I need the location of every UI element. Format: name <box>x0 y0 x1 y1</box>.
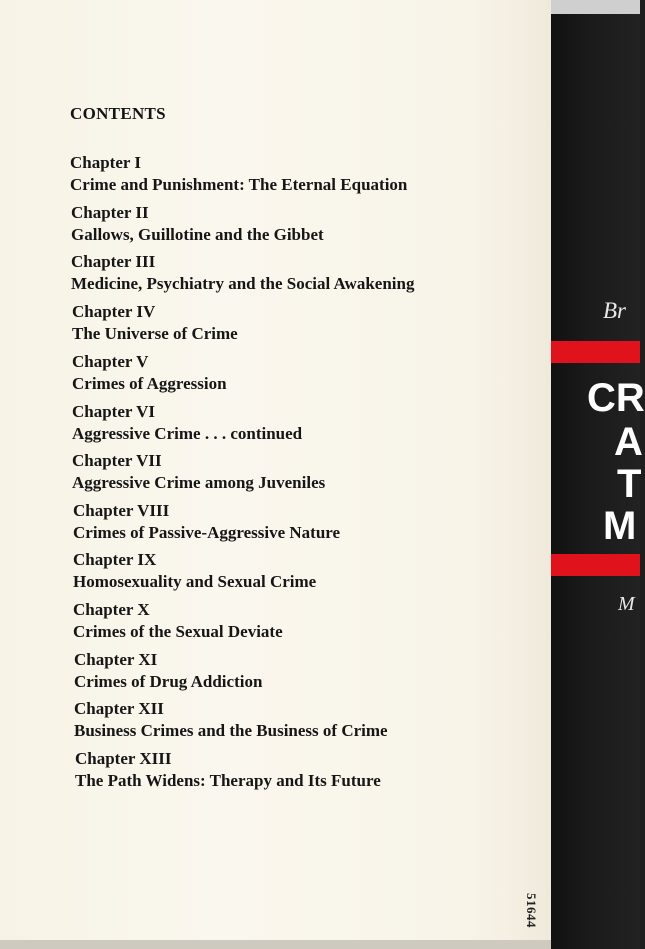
chapter-number: Chapter V <box>72 352 149 371</box>
chapter-title: Business Crimes and the Business of Crime <box>74 721 388 740</box>
contents-heading: CONTENTS <box>70 104 166 123</box>
chapter-title: Aggressive Crime . . . continued <box>72 424 303 443</box>
chapter-title: Homosexuality and Sexual Crime <box>73 572 317 591</box>
catalog-number: 51644 <box>524 893 539 928</box>
chapter-number: Chapter II <box>71 203 149 222</box>
toc-entry <box>73 500 543 543</box>
toc-entry <box>73 599 543 642</box>
author-fragment: Br <box>603 298 626 323</box>
toc-entry <box>71 202 541 245</box>
title-line-3: T <box>617 462 642 506</box>
chapter-title: The Path Widens: Therapy and Its Future <box>75 771 381 790</box>
toc-entry <box>71 251 541 294</box>
chapter-title: Aggressive Crime among Juveniles <box>72 473 326 492</box>
toc-entry <box>72 450 542 493</box>
flap-bottom-edge <box>0 940 551 949</box>
chapter-title: Crimes of Drug Addiction <box>74 672 263 691</box>
title-line-2: A <box>614 420 643 464</box>
chapter-number: Chapter VI <box>72 402 155 421</box>
toc-entry <box>70 152 540 195</box>
toc-entry <box>73 549 543 592</box>
chapter-title: Crimes of Passive-Aggressive Nature <box>73 523 341 542</box>
title-line-4: M <box>603 504 637 548</box>
toc-entry <box>72 351 542 394</box>
chapter-title: Crimes of the Sexual Deviate <box>73 622 283 641</box>
chapter-number: Chapter X <box>73 600 150 619</box>
subtitle-fragment: M <box>618 593 635 615</box>
book-cover-edge <box>551 0 645 949</box>
title-line-1: CR <box>587 376 645 420</box>
chapter-number: Chapter VIII <box>73 501 170 520</box>
red-band-bottom <box>551 554 640 576</box>
chapter-title: The Universe of Crime <box>72 324 238 343</box>
toc-entry <box>72 401 542 444</box>
chapter-number: Chapter I <box>70 153 141 172</box>
chapter-title: Gallows, Guillotine and the Gibbet <box>71 225 324 244</box>
chapter-number: Chapter III <box>71 252 156 271</box>
chapter-number: Chapter XII <box>74 699 164 718</box>
cover-top-strip <box>551 0 640 14</box>
chapter-number: Chapter VII <box>72 451 162 470</box>
toc-entry <box>74 649 544 692</box>
chapter-number: Chapter IV <box>72 302 156 321</box>
chapter-number: Chapter IX <box>73 550 157 569</box>
toc-entry <box>72 301 542 344</box>
chapter-title: Crimes of Aggression <box>72 374 227 393</box>
chapter-number: Chapter XI <box>74 650 158 669</box>
toc-entry <box>75 748 545 791</box>
red-band-top <box>551 341 640 363</box>
chapter-number: Chapter XIII <box>75 749 172 768</box>
toc-entry <box>74 698 544 741</box>
chapter-title: Medicine, Psychiatry and the Social Awakening <box>71 274 415 293</box>
chapter-title: Crime and Punishment: The Eternal Equation <box>70 175 408 194</box>
